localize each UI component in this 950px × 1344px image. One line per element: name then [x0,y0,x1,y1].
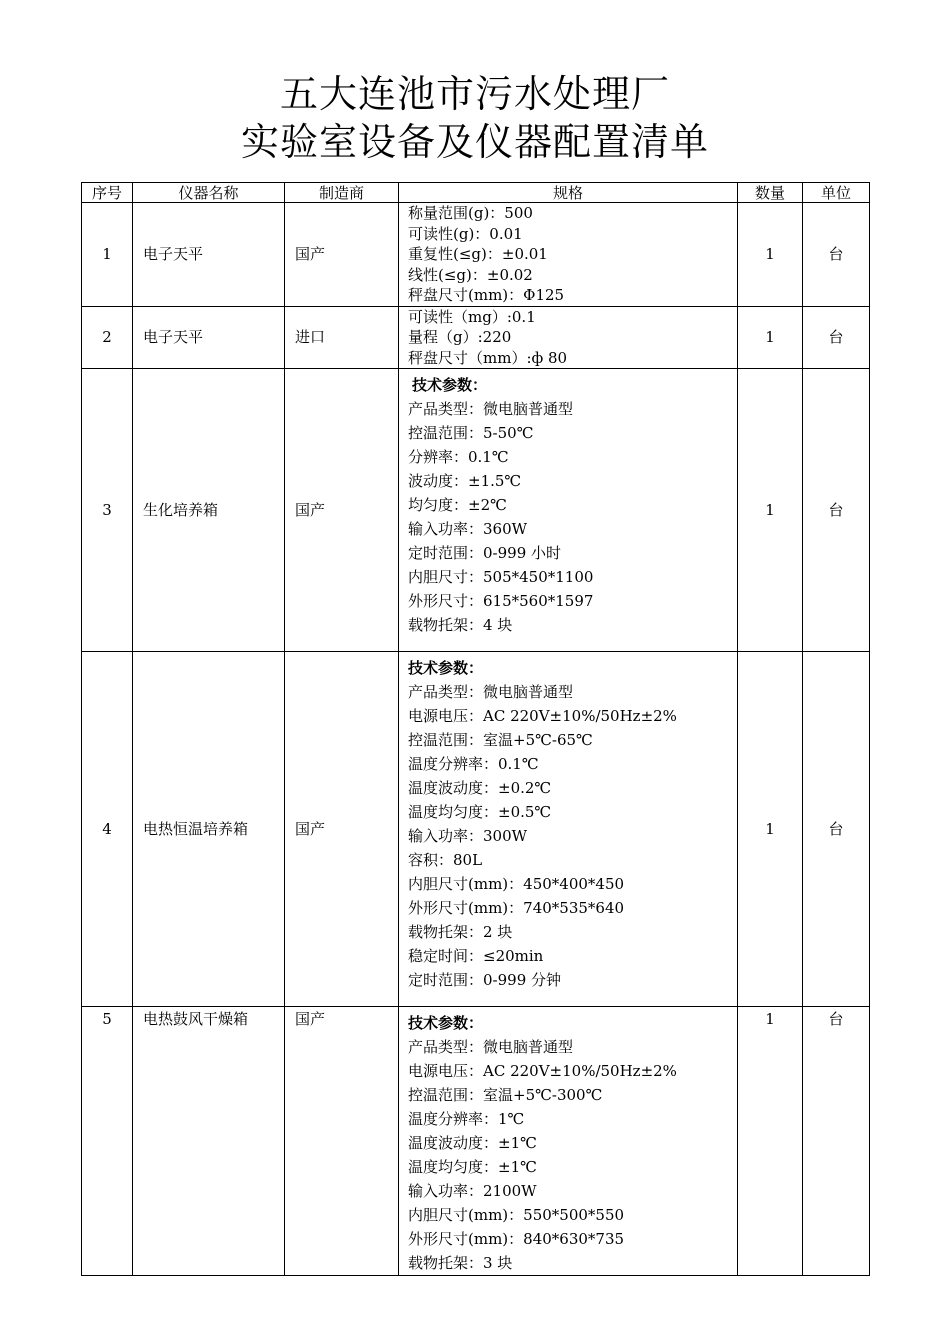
cell-unit: 台 [803,306,870,369]
spec-line: 秤盘尺寸（mm）:ф 80 [408,348,568,367]
spec-line: 温度波动度：±1℃ [408,1134,537,1152]
title-line-1: 五大连池市污水处理厂 [279,72,670,116]
cell-maker: 国产 [285,1007,399,1276]
table-row [82,1007,870,1276]
spec-line: 重复性(≤g)：±0.01 [408,245,548,263]
cell-qty: 1 [738,652,803,1007]
cell-maker: 国产 [285,652,399,1007]
spec-line: 内胆尺寸：505*450*1100 [408,568,594,586]
spec-line: 输入功率：360W [408,520,528,538]
spec-line: 载物托架：2 块 [408,923,513,941]
cell-unit: 台 [803,369,870,652]
spec-line: 波动度：±1.5℃ [408,472,522,490]
header-spec: 规格 [399,183,738,203]
table-row [82,652,870,1007]
cell-maker: 进口 [285,306,399,369]
table-header-row [82,183,870,203]
spec-line: 稳定时间：≤20min [408,947,544,965]
spec-line: 外形尺寸(mm)：740*535*640 [408,899,625,917]
cell-name: 电子天平 [133,203,285,307]
spec-line: 温度分辨率：1℃ [408,1110,525,1128]
cell-no: 3 [82,369,133,652]
cell-qty: 1 [738,306,803,369]
header-maker: 制造商 [285,183,399,203]
cell-qty: 1 [738,203,803,307]
spec-line: 量程（g）:220 [408,328,512,346]
spec-line: 可读性（mg）:0.1 [408,307,536,326]
spec-line: 定时范围：0-999 分钟 [408,971,562,989]
spec-line: 外形尺寸：615*560*1597 [408,592,594,610]
cell-unit: 台 [803,652,870,1007]
spec-line: 产品类型：微电脑普通型 [408,683,574,701]
spec-line: 外形尺寸(mm)：840*630*735 [408,1230,625,1248]
spec-line: 可读性(g)：0.01 [408,224,523,243]
cell-no: 2 [82,306,133,369]
header-qty: 数量 [738,183,803,203]
cell-spec [399,306,738,369]
header-no: 序号 [82,183,133,203]
spec-line: 分辨率：0.1℃ [408,448,509,466]
cell-name: 电热恒温培养箱 [133,652,285,1007]
spec-heading: 技术参数： [408,659,484,677]
table-row [82,369,870,652]
spec-line: 均匀度：±2℃ [408,496,507,514]
spec-line: 定时范围：0-999 小时 [408,544,562,562]
cell-qty: 1 [738,1007,803,1276]
spec-line: 秤盘尺寸(mm)：Φ125 [408,286,565,304]
spec-line: 称量范围(g)：500 [408,204,533,222]
spec-line: 产品类型：微电脑普通型 [408,400,574,418]
cell-spec [399,203,738,307]
spec-line: 温度分辨率：0.1℃ [408,755,539,773]
spec-line: 电源电压：AC 220V±10%/50Hz±2% [408,1062,677,1080]
equipment-table [81,182,870,1276]
cell-no: 4 [82,652,133,1007]
header-name: 仪器名称 [133,183,285,203]
spec-line: 输入功率：300W [408,827,528,845]
spec-line: 控温范围：室温+5℃-65℃ [408,731,593,749]
spec-line: 温度波动度：±0.2℃ [408,779,552,797]
cell-unit: 台 [803,203,870,307]
cell-name: 电子天平 [133,306,285,369]
cell-no: 1 [82,203,133,307]
cell-name: 生化培养箱 [133,369,285,652]
cell-qty: 1 [738,369,803,652]
spec-line: 内胆尺寸(mm)：550*500*550 [408,1206,625,1224]
cell-spec [399,652,738,1007]
cell-unit: 台 [803,1007,870,1276]
spec-line: 输入功率：2100W [408,1182,537,1200]
spec-line: 温度均匀度：±0.5℃ [408,803,552,821]
table-row [82,306,870,369]
table-row [82,203,870,307]
header-unit: 单位 [803,183,870,203]
spec-heading: 技术参数： [412,376,488,394]
spec-line: 载物托架：3 块 [408,1254,513,1272]
cell-name: 电热鼓风干燥箱 [133,1007,285,1276]
cell-spec [399,1007,738,1276]
spec-line: 内胆尺寸(mm)：450*400*450 [408,875,625,893]
document-title [0,70,950,166]
spec-line: 容积：80L [408,851,483,869]
cell-spec [399,369,738,652]
spec-heading: 技术参数： [408,1014,484,1032]
spec-line: 产品类型：微电脑普通型 [408,1038,574,1056]
title-line-2: 实验室设备及仪器配置清单 [240,120,709,164]
cell-maker: 国产 [285,369,399,652]
spec-line: 线性(≤g)：±0.02 [408,265,533,284]
spec-line: 控温范围：室温+5℃-300℃ [408,1086,603,1104]
spec-line: 电源电压：AC 220V±10%/50Hz±2% [408,707,677,725]
cell-maker: 国产 [285,203,399,307]
cell-no: 5 [82,1007,133,1276]
spec-line: 温度均匀度：±1℃ [408,1158,537,1176]
spec-line: 控温范围：5-50℃ [408,424,534,442]
spec-line: 载物托架：4 块 [408,616,513,634]
